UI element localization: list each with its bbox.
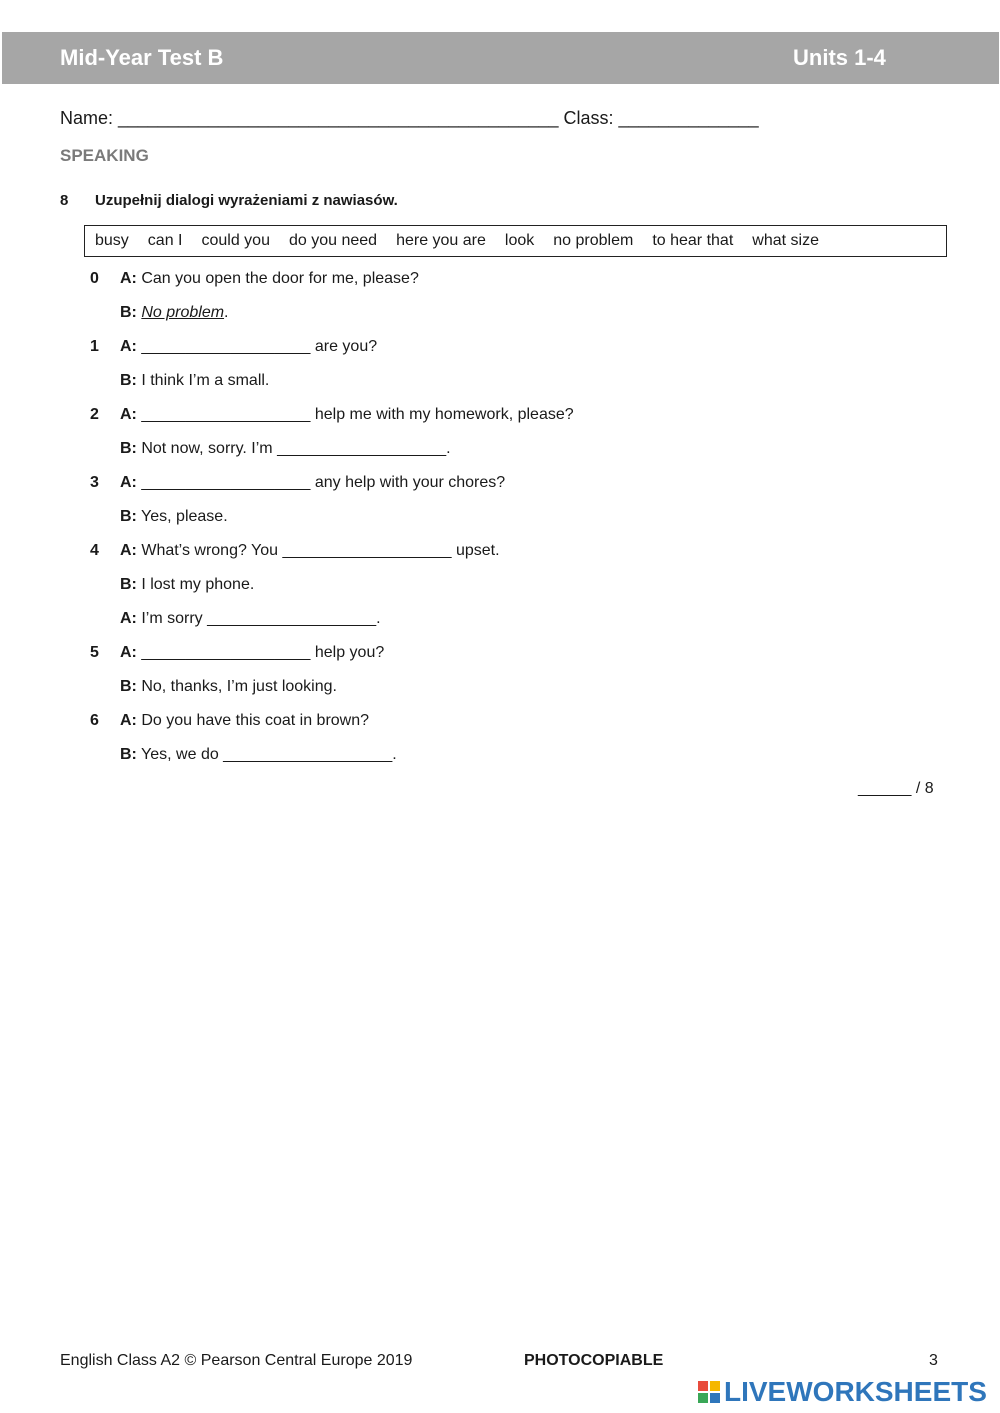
units-label: Units 1-4: [793, 45, 886, 70]
item-number: 2: [90, 406, 99, 423]
speaker-label: B:: [120, 576, 137, 593]
speaker-label: A:: [120, 644, 137, 661]
dialogue-line-b: [120, 508, 228, 526]
item-number: 5: [90, 644, 99, 661]
test-title: Mid-Year Test B: [60, 45, 224, 70]
footer-copyright: English Class A2 © Pearson Central Europe 2019: [60, 1352, 413, 1369]
dialogue-text: ___________________ help me with my homework, please?: [136, 406, 574, 423]
dialogue-line-a: [120, 542, 500, 560]
speaker-label: A:: [120, 270, 137, 287]
dialogue-text: ___________________ help you?: [136, 644, 385, 661]
speaker-label: B:: [120, 508, 137, 525]
task-number: 8: [60, 192, 69, 209]
dialogue-text: .: [224, 304, 229, 321]
word-bank: [84, 225, 947, 257]
item-number: 6: [90, 712, 99, 729]
word-bank-item: to hear that: [652, 232, 734, 249]
dialogue-text: I think I’m a small.: [136, 372, 270, 389]
dialogue-line-b: [120, 372, 269, 390]
word-bank-item: busy: [95, 232, 129, 249]
dialogue-line-b: [120, 440, 451, 458]
item-number: 4: [90, 542, 99, 559]
page-header: [2, 32, 999, 84]
name-class-line: Name: ____________________________________________ Class: ______________: [60, 108, 759, 128]
dialogue-line-a: [120, 338, 377, 356]
dialogue-text: Not now, sorry. I’m ___________________.: [136, 440, 451, 457]
dialogue-text: No, thanks, I’m just looking.: [136, 678, 337, 695]
liveworksheets-logo-icon: [698, 1381, 720, 1403]
dialogue-text: I lost my phone.: [136, 576, 255, 593]
dialogue-line-a: [120, 474, 505, 492]
dialogue-text: Yes, we do ___________________.: [136, 746, 397, 763]
dialogue-line-a: [120, 270, 419, 288]
word-bank-item: can I: [147, 232, 183, 249]
dialogue-text: I’m sorry ___________________.: [136, 610, 381, 627]
word-bank-item: what size: [752, 232, 819, 249]
word-bank-item: look: [504, 232, 535, 249]
dialogue-text: What’s wrong? You ___________________ upset.: [136, 542, 500, 559]
dialogue-text: ___________________ are you?: [136, 338, 378, 355]
score-box: ______ / 8: [858, 780, 934, 797]
dialogue-text: ___________________ any help with your chores?: [136, 474, 506, 491]
dialogue-line-a: [120, 712, 369, 730]
dialogue-line-a: [120, 406, 574, 424]
dialogue-line-b: [120, 678, 337, 696]
word-bank-item: here you are: [396, 232, 486, 249]
section-title: SPEAKING: [60, 146, 149, 165]
word-bank-item: no problem: [553, 232, 634, 249]
speaker-label: A:: [120, 406, 137, 423]
item-number: 0: [90, 270, 99, 287]
speaker-label: A:: [120, 338, 137, 355]
word-bank-item: could you: [201, 232, 270, 249]
dialogue-line-b: [120, 576, 254, 594]
item-number: 1: [90, 338, 99, 355]
example-answer: No problem: [141, 304, 225, 321]
speaker-label: B:: [120, 372, 137, 389]
speaker-label: A:: [120, 712, 137, 729]
dialogue-text: Yes, please.: [136, 508, 228, 525]
item-number: 3: [90, 474, 99, 491]
dialogue-line-b: [120, 304, 229, 322]
dialogue-text: Can you open the door for me, please?: [136, 270, 419, 287]
speaker-label: A:: [120, 474, 137, 491]
word-bank-item: do you need: [288, 232, 378, 249]
speaker-label: A:: [120, 542, 137, 559]
speaker-label: B:: [120, 304, 137, 321]
page-number: 3: [929, 1352, 938, 1369]
brand-name: LIVEWORKSHEETS: [724, 1376, 987, 1407]
speaker-label: B:: [120, 440, 137, 457]
footer-photocopiable: PHOTOCOPIABLE: [524, 1352, 664, 1369]
dialogue-text: Do you have this coat in brown?: [136, 712, 370, 729]
dialogue-line-b: [120, 746, 397, 764]
liveworksheets-brand[interactable]: [698, 1376, 987, 1408]
dialogue-line-a2: [120, 610, 381, 628]
dialogue-line-a: [120, 644, 384, 662]
speaker-label: A:: [120, 610, 137, 627]
task-instruction: Uzupełnij dialogi wyrażeniami z nawiasów.: [95, 192, 398, 209]
speaker-label: B:: [120, 746, 137, 763]
speaker-label: B:: [120, 678, 137, 695]
